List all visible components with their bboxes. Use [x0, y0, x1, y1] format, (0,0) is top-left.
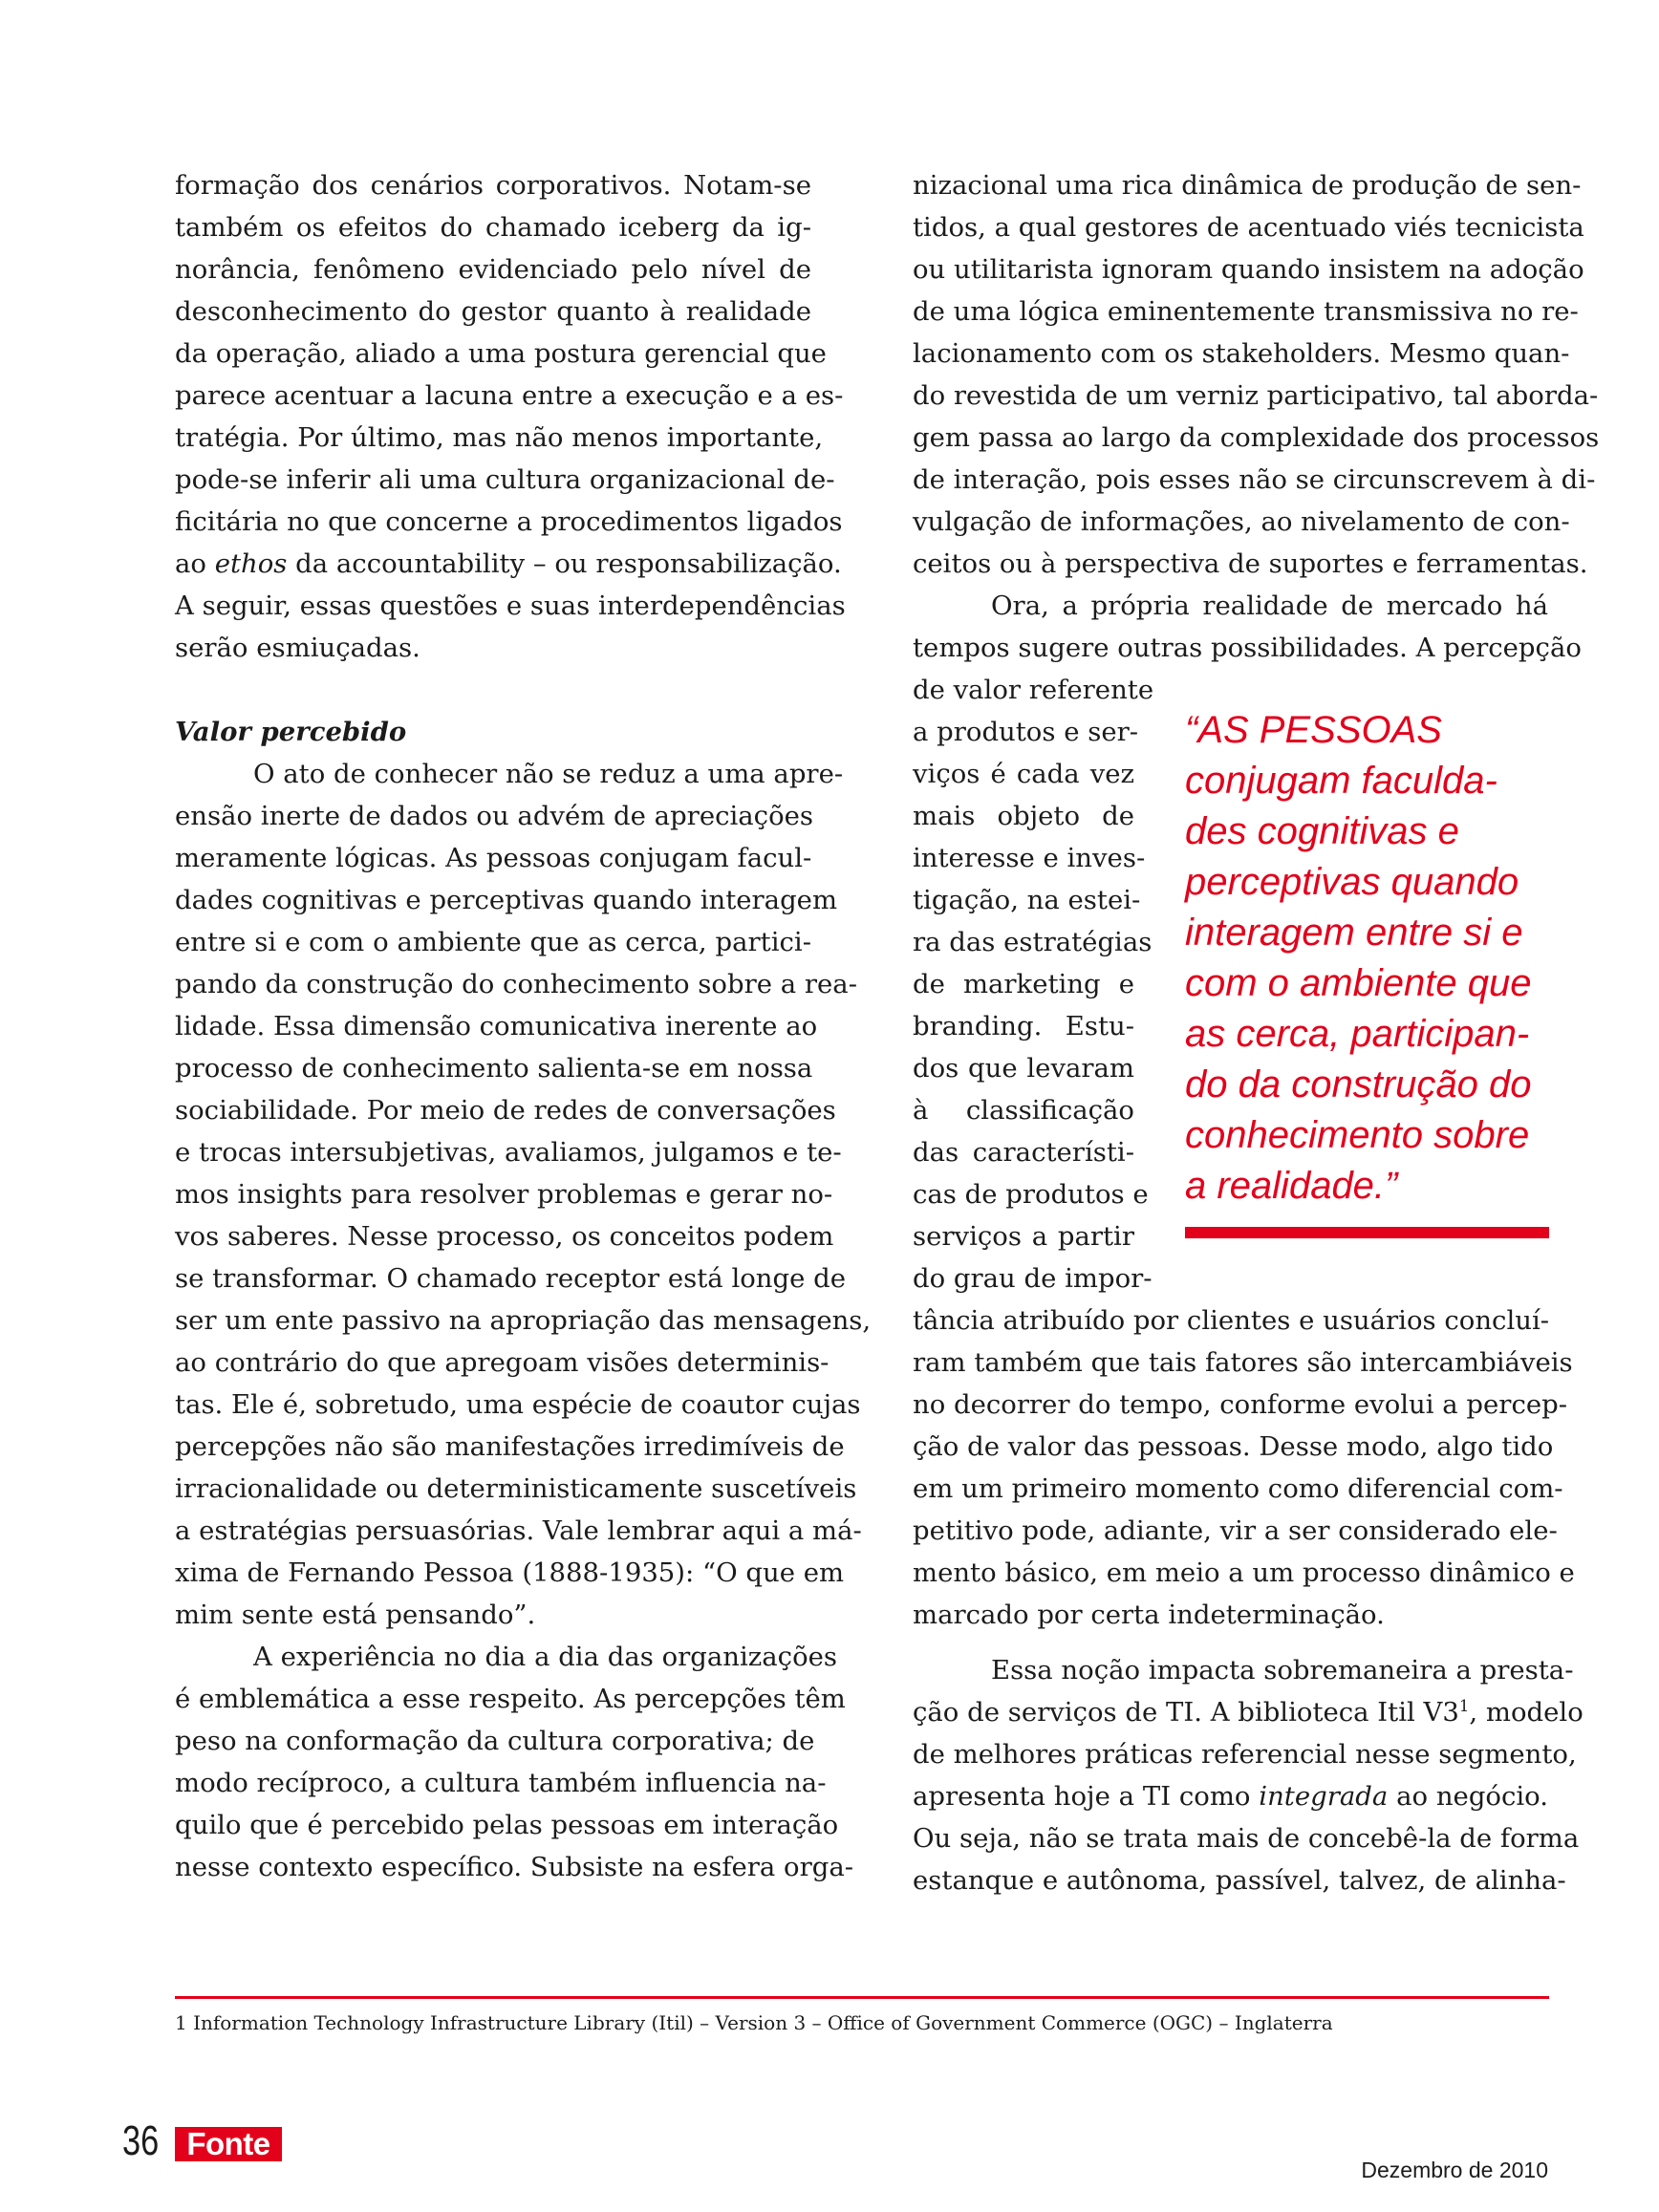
text-line: é emblemática a esse respeito. As percepções têm: [175, 1684, 846, 1714]
pull-quote-line: interagem entre si e: [1185, 912, 1523, 954]
text-line: ensão inerte de dados ou advém de apreciações: [175, 801, 814, 831]
pull-quote-line: do da construção do: [1185, 1063, 1532, 1106]
paragraph-intro: [175, 164, 846, 669]
text-line: ficitária no que concerne a procedimentos ligados: [175, 506, 843, 537]
text-line: de marketing e: [913, 969, 1134, 999]
pull-quote-line: conjugam faculda-: [1185, 760, 1497, 802]
paragraph-continuation: [913, 164, 1600, 585]
text-line: [175, 543, 842, 585]
text-line: ra das estratégias: [913, 927, 1153, 957]
text-line: em um primeiro momento como diferencial com-: [913, 1473, 1563, 1504]
text-line: ou utilitarista ignoram quando insistem na adoção: [913, 254, 1584, 285]
pull-quote-accent-bar: [1185, 1227, 1549, 1238]
section-heading: Valor percebido: [175, 717, 407, 747]
footnote-reference: 1: [1458, 1696, 1470, 1715]
text-line: viços é cada vez: [913, 759, 1134, 789]
text-line: sociabilidade. Por meio de redes de conversações: [175, 1095, 836, 1126]
text-line: pando da construção do conhecimento sobre a rea-: [175, 969, 857, 999]
pull-quote-line: as cerca, participan-: [1185, 1013, 1530, 1055]
italic-term: ethos: [214, 548, 288, 579]
text-line: ção de valor das pessoas. Desse modo, algo tido: [913, 1431, 1554, 1462]
paragraph-valor: [175, 753, 872, 1636]
text-line: nizacional uma rica dinâmica de produção de sen-: [913, 170, 1582, 201]
text-fragment: da accountability – ou responsabilização.: [287, 548, 842, 579]
left-column: [175, 164, 872, 1888]
text-line: ceitos ou à perspectiva de suportes e ferramentas.: [913, 548, 1588, 579]
text-line: processo de conhecimento salienta-se em nossa: [175, 1053, 813, 1084]
pull-quote-line: a realidade.”: [1185, 1165, 1398, 1207]
text-line: Essa noção impacta sobremaneira a presta-: [991, 1655, 1574, 1686]
text-line: [913, 1775, 1548, 1817]
pull-quote-line: des cognitivas e: [1185, 810, 1459, 852]
text-line: tempos sugere outras possibilidades. A percepção: [913, 633, 1582, 663]
text-line: mim sente está pensando”.: [175, 1600, 536, 1630]
text-line: Ora, a própria realidade de mercado há: [991, 591, 1548, 621]
text-line: lidade. Essa dimensão comunicativa inerente ao: [175, 1011, 818, 1042]
text-line: O ato de conhecer não se reduz a uma apre-: [253, 759, 844, 789]
text-fragment: , modelo: [1469, 1697, 1584, 1728]
text-line: mos insights para resolver problemas e gerar no-: [175, 1179, 833, 1210]
text-line: estanque e autônoma, passível, talvez, de alinha-: [913, 1865, 1566, 1896]
text-line: de uma lógica eminentemente transmissiva no re-: [913, 296, 1579, 327]
text-line: [913, 1691, 1584, 1733]
text-line: norância, fenômeno evidenciado pelo nível de: [175, 254, 811, 285]
text-line: da operação, aliado a uma postura gerencial que: [175, 338, 827, 369]
text-line: entre si e com o ambiente que as cerca, partici-: [175, 927, 811, 957]
text-line: formação dos cenários corporativos. Notam-se: [175, 170, 811, 201]
italic-term: integrada: [1259, 1781, 1389, 1812]
magazine-logo: [175, 2127, 282, 2161]
text-line: cas de produtos e: [913, 1179, 1149, 1210]
pull-quote-line: perceptivas quando: [1185, 861, 1519, 903]
text-line: dades cognitivas e perceptivas quando interagem: [175, 885, 838, 915]
text-fragment: ao: [175, 548, 215, 579]
text-line: branding. Estu-: [913, 1011, 1134, 1042]
text-line: percepções não são manifestações irredimíveis de: [175, 1431, 845, 1462]
text-line: do grau de impor-: [913, 1263, 1153, 1294]
text-line: também os efeitos do chamado iceberg da ig-: [175, 212, 811, 243]
text-line: petitivo pode, adiante, vir a ser considerado ele-: [913, 1515, 1558, 1546]
text-line: ram também que tais fatores são intercambiáveis: [913, 1347, 1573, 1378]
text-line: à classificação: [913, 1095, 1134, 1126]
pull-quote-line: com o ambiente que: [1185, 962, 1532, 1004]
text-line: parece acentuar a lacuna entre a execução e a es-: [175, 380, 844, 411]
footnote: 1 Information Technology Infrastructure Library (Itil) – Version 3 – Office of Government Commerce (OGC) – Inglaterra: [175, 2011, 1333, 2034]
text-line: gem passa ao largo da complexidade dos processos: [913, 422, 1600, 453]
text-line: de valor referente: [913, 675, 1154, 705]
paragraph-experiencia: [175, 1636, 854, 1888]
text-fragment: apresenta hoje a TI como: [913, 1781, 1260, 1812]
text-line: tas. Ele é, sobretudo, uma espécie de coautor cujas: [175, 1389, 861, 1420]
text-line: ser um ente passivo na apropriação das mensagens,: [175, 1305, 872, 1336]
text-line: desconhecimento do gestor quanto à realidade: [175, 296, 811, 327]
text-line: lacionamento com os stakeholders. Mesmo quan-: [913, 338, 1570, 369]
footnote-divider: [175, 1996, 1549, 1999]
text-line: marcado por certa indeterminação.: [913, 1600, 1385, 1630]
text-line: Ou seja, não se trata mais de concebê-la de forma: [913, 1823, 1580, 1854]
text-line: tratégia. Por último, mas não menos importante,: [175, 422, 824, 453]
text-line: modo recíproco, a cultura também influencia na-: [175, 1768, 827, 1798]
text-line: mento básico, em meio a um processo dinâmico e: [913, 1557, 1575, 1588]
text-line: das característi-: [913, 1137, 1134, 1168]
text-line: interesse e inves-: [913, 843, 1146, 873]
text-line: se transformar. O chamado receptor está longe de: [175, 1263, 847, 1294]
paragraph-itil: [913, 1649, 1584, 1901]
text-line: xima de Fernando Pessoa (1888-1935): “O que em: [175, 1557, 845, 1588]
text-fragment: ção de serviços de TI. A biblioteca Itil V3: [913, 1697, 1459, 1728]
text-line: peso na conformação da cultura corporativa; de: [175, 1726, 815, 1756]
text-line: de interação, pois esses não se circunscrevem à di-: [913, 464, 1596, 495]
pull-quote-line: conhecimento sobre: [1185, 1114, 1530, 1156]
text-line: ao contrário do que apregoam visões determinis-: [175, 1347, 830, 1378]
text-line: quilo que é percebido pelas pessoas em interação: [175, 1810, 839, 1840]
text-line: vulgação de informações, ao nivelamento de con-: [913, 506, 1570, 537]
issue-date: Dezembro de 2010: [1361, 2158, 1548, 2182]
page-number: 36: [122, 2117, 160, 2164]
text-line: irracionalidade ou deterministicamente suscetíveis: [175, 1473, 857, 1504]
text-line: serão esmiuçadas.: [175, 633, 420, 663]
text-line: tigação, na estei-: [913, 885, 1141, 915]
text-line: A experiência no dia a dia das organizações: [253, 1642, 838, 1672]
text-line: de melhores práticas referencial nesse segmento,: [913, 1739, 1577, 1770]
text-line: meramente lógicas. As pessoas conjugam facul-: [175, 843, 812, 873]
text-line: a estratégias persuasórias. Vale lembrar aqui a má-: [175, 1515, 862, 1546]
text-line: serviços a partir: [913, 1221, 1134, 1252]
text-line: tidos, a qual gestores de acentuado viés tecnicista: [913, 212, 1584, 243]
pull-quote-line: “AS PESSOAS: [1185, 709, 1442, 751]
text-line: a produtos e ser-: [913, 717, 1139, 747]
text-line: nesse contexto específico. Subsiste na esfera orga-: [175, 1852, 854, 1882]
text-line: tância atribuído por clientes e usuários concluí-: [913, 1305, 1550, 1336]
text-line: A seguir, essas questões e suas interdependências: [175, 591, 846, 621]
text-line: do revestida de um verniz participativo, tal aborda-: [913, 380, 1599, 411]
text-line: pode-se inferir ali uma cultura organizacional de-: [175, 464, 835, 495]
magazine-logo-text: Fonte: [186, 2126, 270, 2161]
text-line: mais objeto de: [913, 801, 1134, 831]
text-line: no decorrer do tempo, conforme evolui a percep-: [913, 1389, 1568, 1420]
text-line: vos saberes. Nesse processo, os conceitos podem: [175, 1221, 834, 1252]
text-line: e trocas intersubjetivas, avaliamos, julgamos e te-: [175, 1137, 842, 1168]
pull-quote: [1185, 705, 1558, 1212]
text-fragment: ao negócio.: [1388, 1781, 1548, 1812]
text-line: dos que levaram: [913, 1053, 1134, 1084]
